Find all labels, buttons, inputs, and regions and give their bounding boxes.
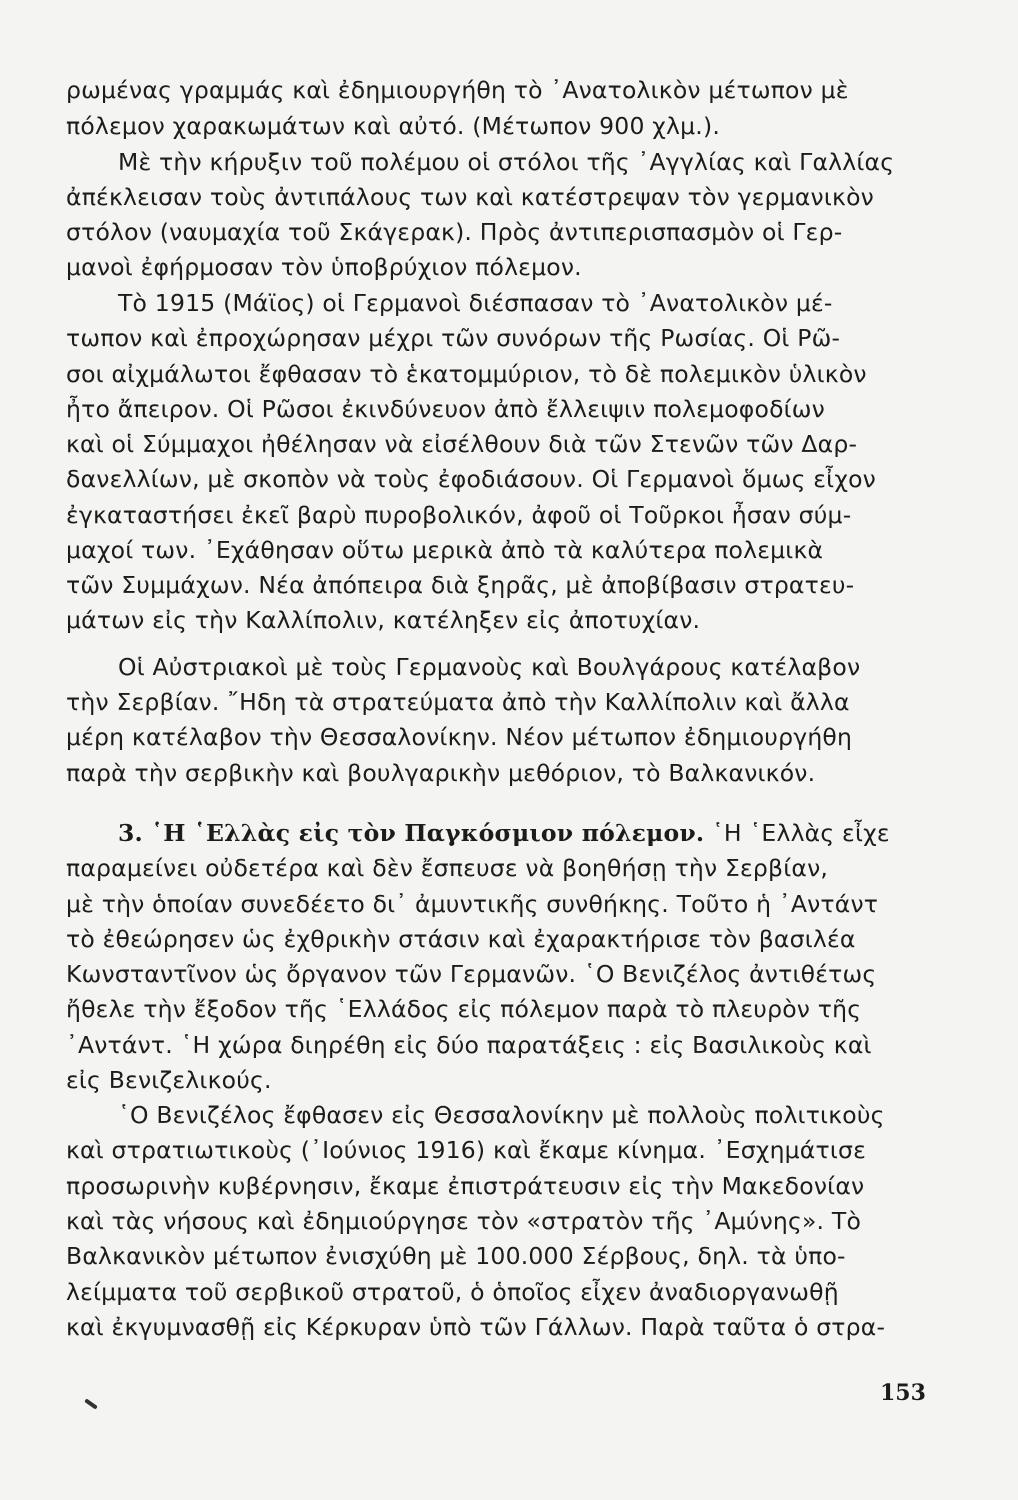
- section-heading: 3. ῾Η ῾Ελλὰς εἰς τὸν Παγκόσμιον πόλεμον.: [118, 819, 705, 847]
- text-line: μὲ τὴν ὁποίαν συνεδέετο δι᾿ ἀμυντικῆς συνθήκης. Τοῦτο ἡ ᾿Αντάντ: [66, 890, 879, 918]
- text-line: Βαλκανικὸν μέτωπον ἐνισχύθη μὲ 100.000 Σέρβους, δηλ. τὰ ὑπο-: [66, 1242, 846, 1270]
- text-line: πόλεμον χαρακωμάτων καὶ αὐτό. (Μέτωπον 900 χλμ.).: [66, 112, 721, 140]
- text-line: μάτων εἰς τὴν Καλλίπολιν, κατέληξεν εἰς ἀποτυχίαν.: [66, 606, 701, 634]
- text-line: ἤθελε τὴν ἔξοδον τῆς ῾Ελλάδος εἰς πόλεμον παρὰ τὸ πλευρὸν τῆς: [66, 995, 862, 1023]
- text-line: τωπον καὶ ἐπροχώρησαν μέχρι τῶν συνόρων τῆς Ρωσίας. Οἱ Ρῶ-: [66, 324, 841, 352]
- section-heading-line: [118, 817, 926, 849]
- text-line: παραμείνει οὐδετέρα καὶ δὲν ἔσπευσε νὰ βοηθήσῃ τὴν Σερβίαν,: [66, 854, 829, 882]
- text-line: εἰς Βενιζελικούς.: [66, 1066, 272, 1094]
- text-line: καὶ στρατιωτικοὺς (᾿Ιούνιος 1916) καὶ ἔκαμε κίνημα. ᾿Εσχημάτισε: [66, 1136, 866, 1164]
- text-line: παρὰ τὴν σερβικὴν καὶ βουλγαρικὴν μεθόριον, τὸ Βαλκανικόν.: [66, 759, 816, 787]
- text-line: μέρη κατέλαβον τὴν Θεσσαλονίκην. Νέον μέτωπον ἐδημιουργήθη: [66, 723, 853, 751]
- text-line: σοι αἰχμάλωτοι ἔφθασαν τὸ ἑκατομμύριον, τὸ δὲ πολεμικὸν ὑλικὸν: [66, 360, 867, 388]
- text-line: καὶ τὰς νήσους καὶ ἐδημιούργησε τὸν «στρατὸν τῆς ᾿Αμύνης». Τὸ: [66, 1207, 862, 1235]
- text-line: καὶ ἐκγυμνασθῇ εἰς Κέρκυραν ὑπὸ τῶν Γάλλων. Παρὰ ταῦτα ὁ στρα-: [66, 1313, 886, 1341]
- text-line: Κωνσταντῖνον ὡς ὄργανον τῶν Γερμανῶν. ῾Ο Βενιζέλος ἀντιθέτως: [66, 960, 877, 988]
- text-line: ᾿Αντάντ. ῾Η χώρα διηρέθη εἰς δύο παρατάξεις : εἰς Βασιλικοὺς καὶ: [66, 1031, 872, 1059]
- text-line: τὸ ἐθεώρησεν ὡς ἐχθρικὴν στάσιν καὶ ἐχαρακτήρισε τὸν βασιλέα: [66, 925, 856, 953]
- text-line: προσωρινὴν κυβέρνησιν, ἔκαμε ἐπιστράτευσιν εἰς τὴν Μακεδονίαν: [66, 1172, 865, 1200]
- text-line: ἀπέκλεισαν τοὺς ἀντιπάλους των καὶ κατέστρεψαν τὸν γερμανικὸν: [66, 183, 874, 211]
- text-line: ἐγκαταστήσει ἐκεῖ βαρὺ πυροβολικόν, ἀφοῦ οἱ Τοῦρκοι ἦσαν σύμ-: [66, 501, 852, 529]
- text-line: Μὲ τὴν κήρυξιν τοῦ πολέμου οἱ στόλοι τῆς ᾿Αγγλίας καὶ Γαλλίας: [118, 148, 895, 176]
- text-line: ῾Ο Βενιζέλος ἔφθασεν εἰς Θεσσαλονίκην μὲ πολλοὺς πολιτικοὺς: [118, 1101, 885, 1129]
- text-line: Οἱ Αὐστριακοὶ μὲ τοὺς Γερμανοὺς καὶ Βουλγάρους κατέλαβον: [118, 653, 861, 681]
- text-line: δανελλίων, μὲ σκοπὸν νὰ τοὺς ἐφοδιάσουν. Οἱ Γερμανοὶ ὅμως εἶχον: [66, 465, 876, 493]
- text-line: ρωμένας γραμμάς καὶ ἐδημιουργήθη τὸ ᾿Ανατολικὸν μέτωπον μὲ: [66, 76, 849, 104]
- text-line: ἦτο ἄπειρον. Οἱ Ρῶσοι ἐκινδύνευον ἀπὸ ἔλλειψιν πολεμοφοδίων: [66, 395, 826, 423]
- text-line: λείμματα τοῦ σερβικοῦ στρατοῦ, ὁ ὁποῖος εἶχεν ἀναδιοργανωθῇ: [66, 1278, 839, 1306]
- text-line: Τὸ 1915 (Μάϊος) οἱ Γερμανοὶ διέσπασαν τὸ ᾿Ανατολικὸν μέ-: [118, 289, 833, 317]
- text-line: μανοὶ ἐφήρμοσαν τὸν ὑποβρύχιον πόλεμον.: [66, 253, 582, 281]
- text-line: τὴν Σερβίαν. ῎Ηδη τὰ στρατεύματα ἀπὸ τὴν Καλλίπολιν καὶ ἄλλα: [66, 688, 850, 716]
- stray-ink-mark: [84, 1398, 98, 1409]
- section-heading-continuation: ῾Η ῾Ελλὰς εἶχε: [704, 819, 890, 847]
- text-line: καὶ οἱ Σύμμαχοι ἠθέλησαν νὰ εἰσέλθουν διὰ τῶν Στενῶν τῶν Δαρ-: [66, 430, 858, 458]
- page-number: 153: [880, 1380, 926, 1406]
- text-line: στόλον (ναυμαχία τοῦ Σκάγερακ). Πρὸς ἀντιπερισπασμὸν οἱ Γερ-: [66, 218, 843, 246]
- text-line: τῶν Συμμάχων. Νέα ἀπόπειρα διὰ ξηρᾶς, μὲ ἀποβίβασιν στρατευ-: [66, 571, 855, 599]
- text-line: μαχοί των. ᾿Εχάθησαν οὕτω μερικὰ ἀπὸ τὰ καλύτερα πολεμικὰ: [66, 536, 824, 564]
